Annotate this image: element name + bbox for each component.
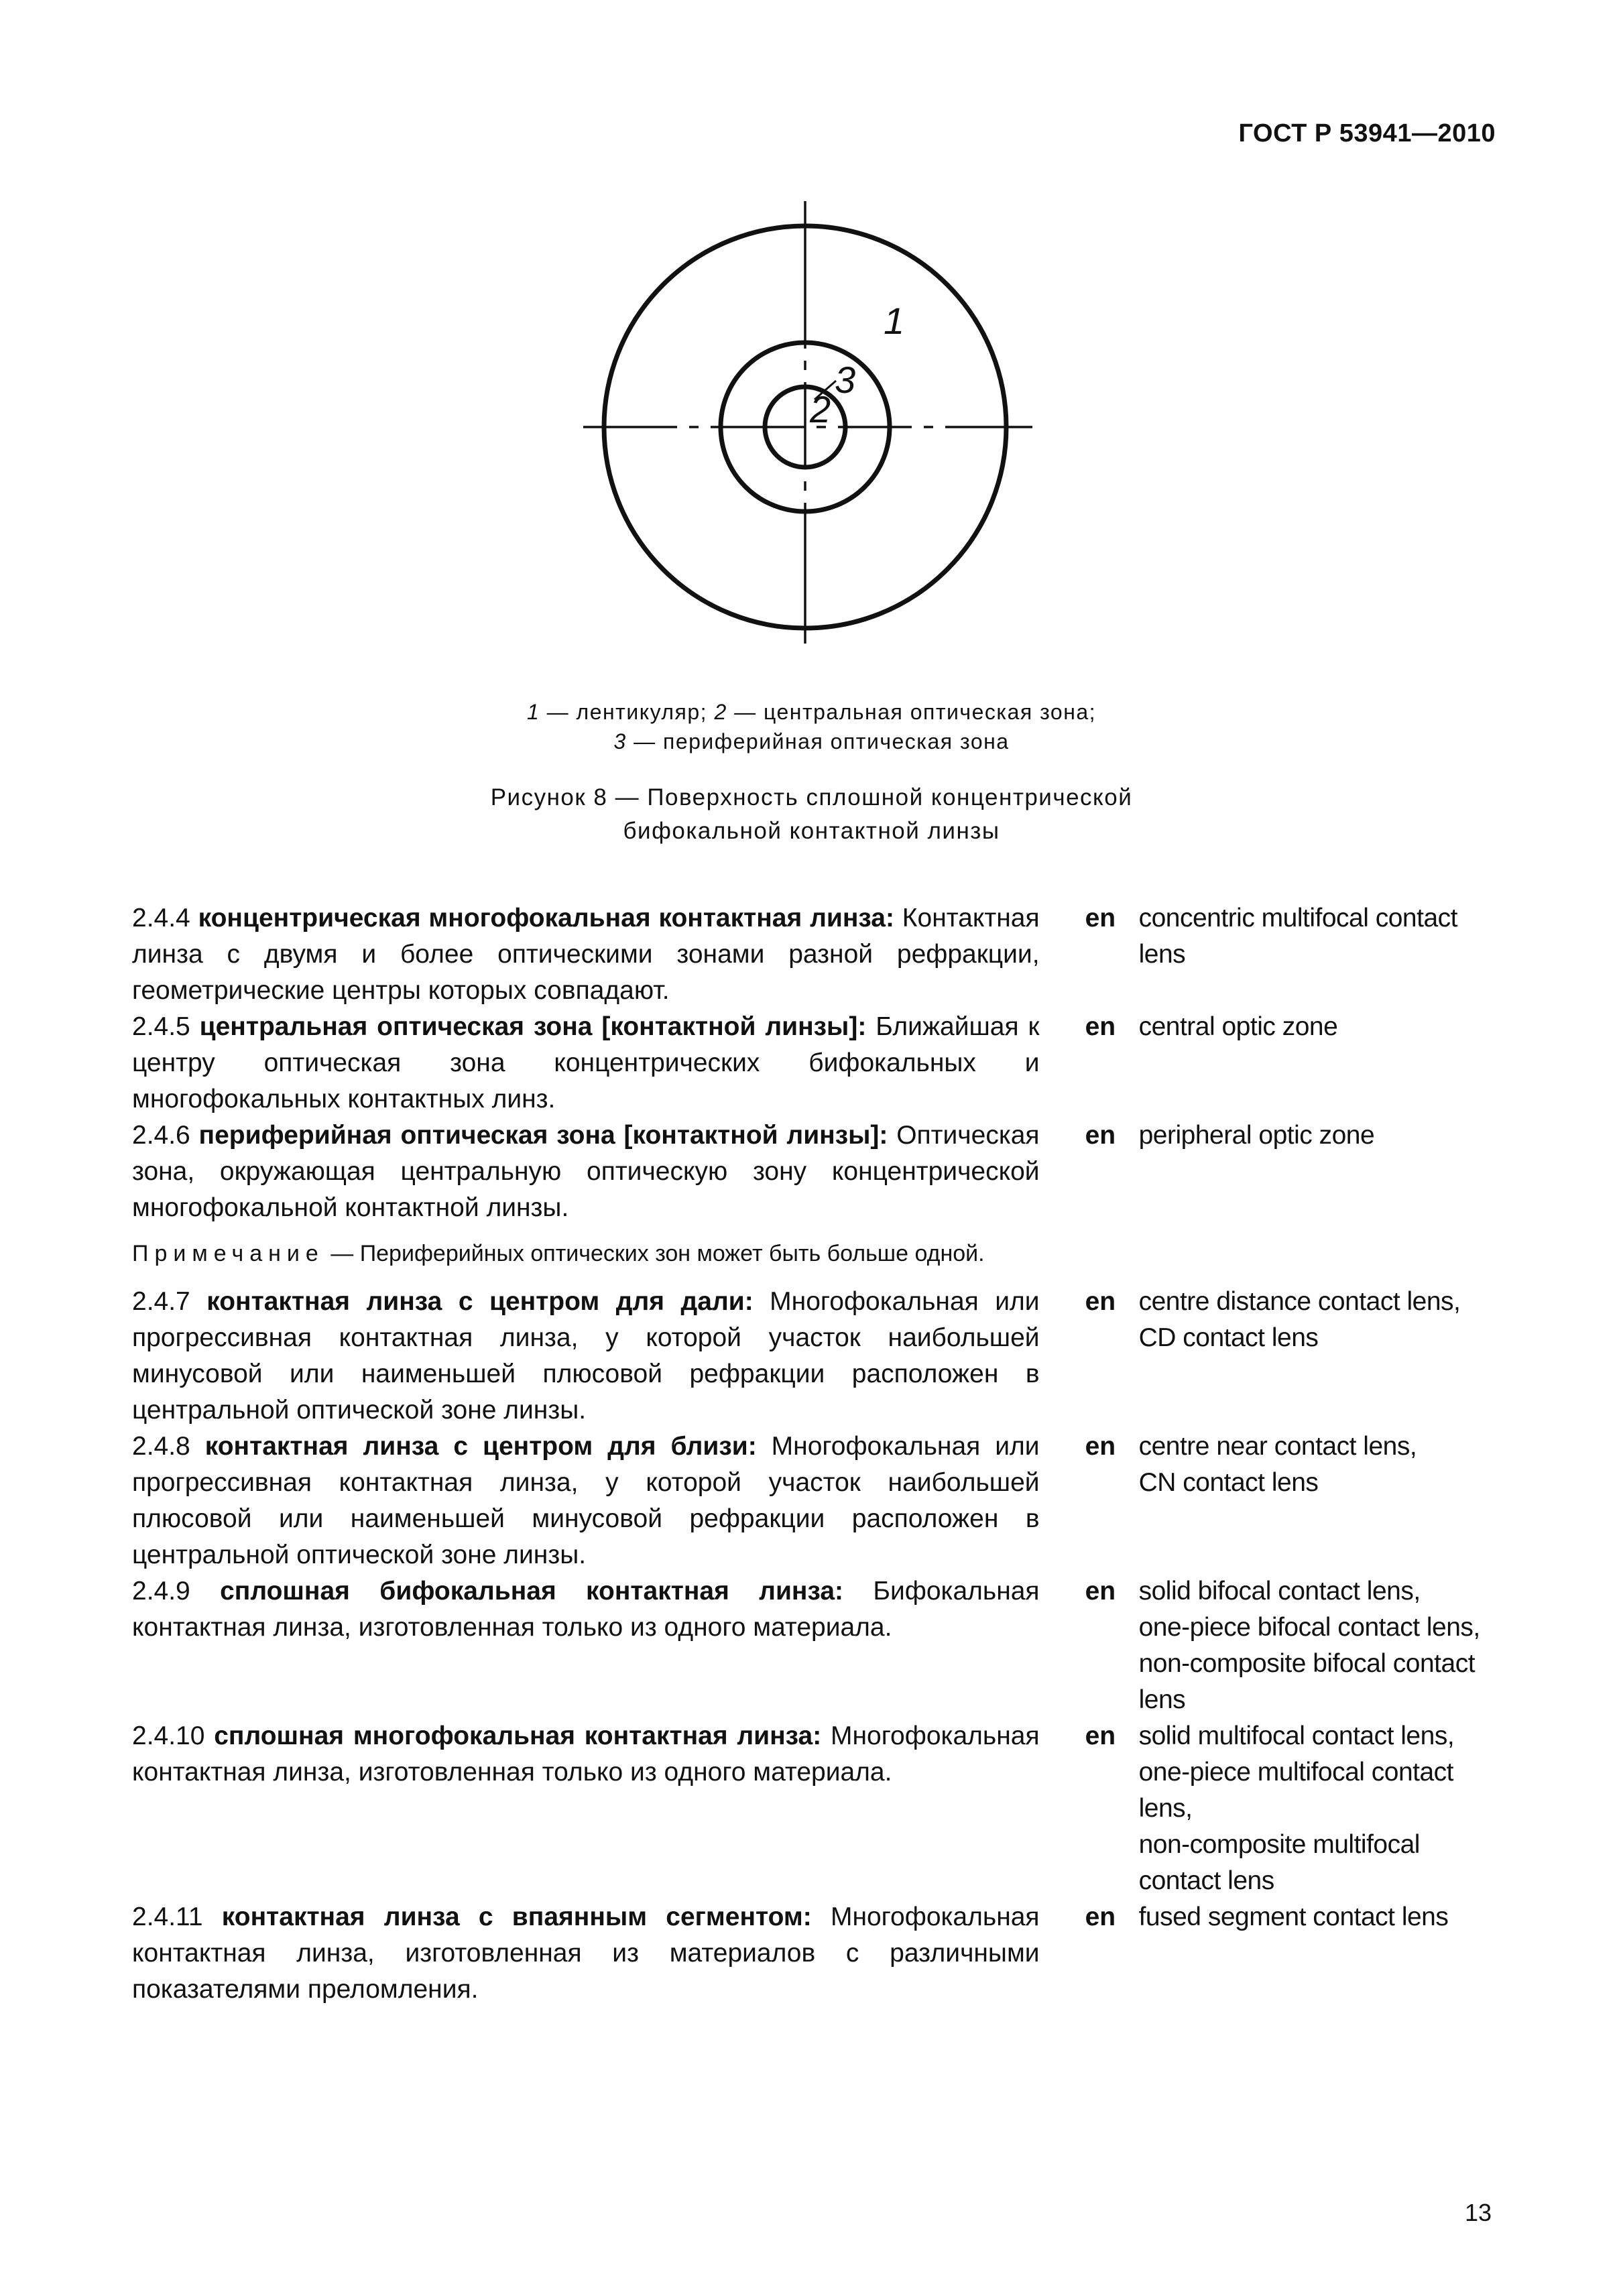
language-code: en: [1085, 1012, 1116, 1041]
term-entry-2-4-7: [132, 1284, 1503, 1429]
term-entry-2-4-4: [132, 900, 1503, 1009]
english-equivalent: concentric multifocal contact lens: [1138, 904, 1457, 969]
terms-list: [132, 900, 1503, 2008]
label-central-zone: 2: [810, 388, 831, 430]
note: Примечание — Периферийных оптических зон может быть больше одной.: [132, 1241, 985, 1266]
term-entry-2-4-9: [132, 1573, 1503, 1718]
english-equivalent: centre near contact lens, CN contact lens: [1138, 1432, 1417, 1497]
term-definition: 2.4.10 сплошная многофокальная контактная линза: Многофокальная контактная линза, изготовленная только из одного материала.: [132, 1721, 1040, 1787]
concentric-lens-diagram: [0, 0, 1623, 677]
term-definition: 2.4.11 контактная линза с впаянным сегментом: Многофокальная контактная линза, изготовленная из материалов с различными показателями преломления.: [132, 1902, 1040, 2004]
legend-line-1: 1 — лентикуляр; 2 — центральная оптическая зона;: [526, 700, 1097, 724]
term-entry-2-4-5: [132, 1009, 1503, 1117]
language-code: en: [1085, 1287, 1116, 1316]
figure-legend: [0, 697, 1623, 756]
language-code: en: [1085, 1902, 1116, 1931]
term-definition: 2.4.6 периферийная оптическая зона [контактной линзы]: Оптическая зона, окружающая центральную оптическую зону концентрической многофокальной контактной линзы.: [132, 1121, 1040, 1222]
document-id: ГОСТ Р 53941—2010: [1238, 119, 1496, 147]
language-code: en: [1085, 1121, 1116, 1150]
english-equivalent: fused segment contact lens: [1138, 1902, 1449, 1931]
english-equivalent: centre distance contact lens, CD contact lens: [1138, 1287, 1461, 1352]
term-entry-2-4-6: [132, 1117, 1503, 1226]
language-code: en: [1085, 1577, 1116, 1606]
figure-caption: Рисунок 8 — Поверхность сплошной концентрической бифокальной контактной линзы: [490, 784, 1133, 844]
language-code: en: [1085, 1432, 1116, 1461]
centerlines: [583, 201, 1032, 644]
term-definition: 2.4.9 сплошная бифокальная контактная линза: Бифокальная контактная линза, изготовленная только из одного материала.: [132, 1577, 1040, 1642]
language-code: en: [1085, 1721, 1116, 1750]
english-equivalent: solid multifocal contact lens, one-piece multifocal contact lens, non-composite multifocal contact lens: [1138, 1721, 1455, 1895]
language-code: en: [1085, 904, 1116, 932]
label-lenticular: 1: [884, 300, 905, 342]
term-entry-2-4-11: [132, 1899, 1503, 2008]
term-definition: 2.4.8 контактная линза с центром для близи: Многофокальная или прогрессивная контактная линза, у которой участок наибольшей плюсовой или наименьшей минусовой рефракции расположен в центральной оптической зоне линзы.: [132, 1432, 1040, 1569]
english-equivalent: central optic zone: [1138, 1012, 1338, 1041]
term-entry-2-4-8: [132, 1429, 1503, 1573]
english-equivalent: peripheral optic zone: [1138, 1121, 1375, 1150]
legend-line-2: 3 — периферийная оптическая зона: [613, 729, 1010, 753]
term-definition: 2.4.4 концентрическая многофокальная контактная линза: Контактная линза с двумя и более оптическими зонами разной рефракции, геометрические центры которых совпадают.: [132, 904, 1040, 1005]
term-definition: 2.4.5 центральная оптическая зона [контактной линзы]: Ближайшая к центру оптическая зона концентрических бифокальных и многофокальных контактных линз.: [132, 1012, 1040, 1113]
label-peripheral-zone: 3: [835, 359, 856, 401]
english-equivalent: solid bifocal contact lens, one-piece bifocal contact lens, non-composite bifocal contact lens: [1138, 1577, 1480, 1714]
term-entry-2-4-10: [132, 1718, 1503, 1899]
term-definition: 2.4.7 контактная линза с центром для дали: Многофокальная или прогрессивная контактная линза, у которой участок наибольшей минусовой или наименьшей плюсовой рефракции расположен в центральной оптической зоне линзы.: [132, 1287, 1040, 1425]
page-number: 13: [1464, 2199, 1492, 2226]
